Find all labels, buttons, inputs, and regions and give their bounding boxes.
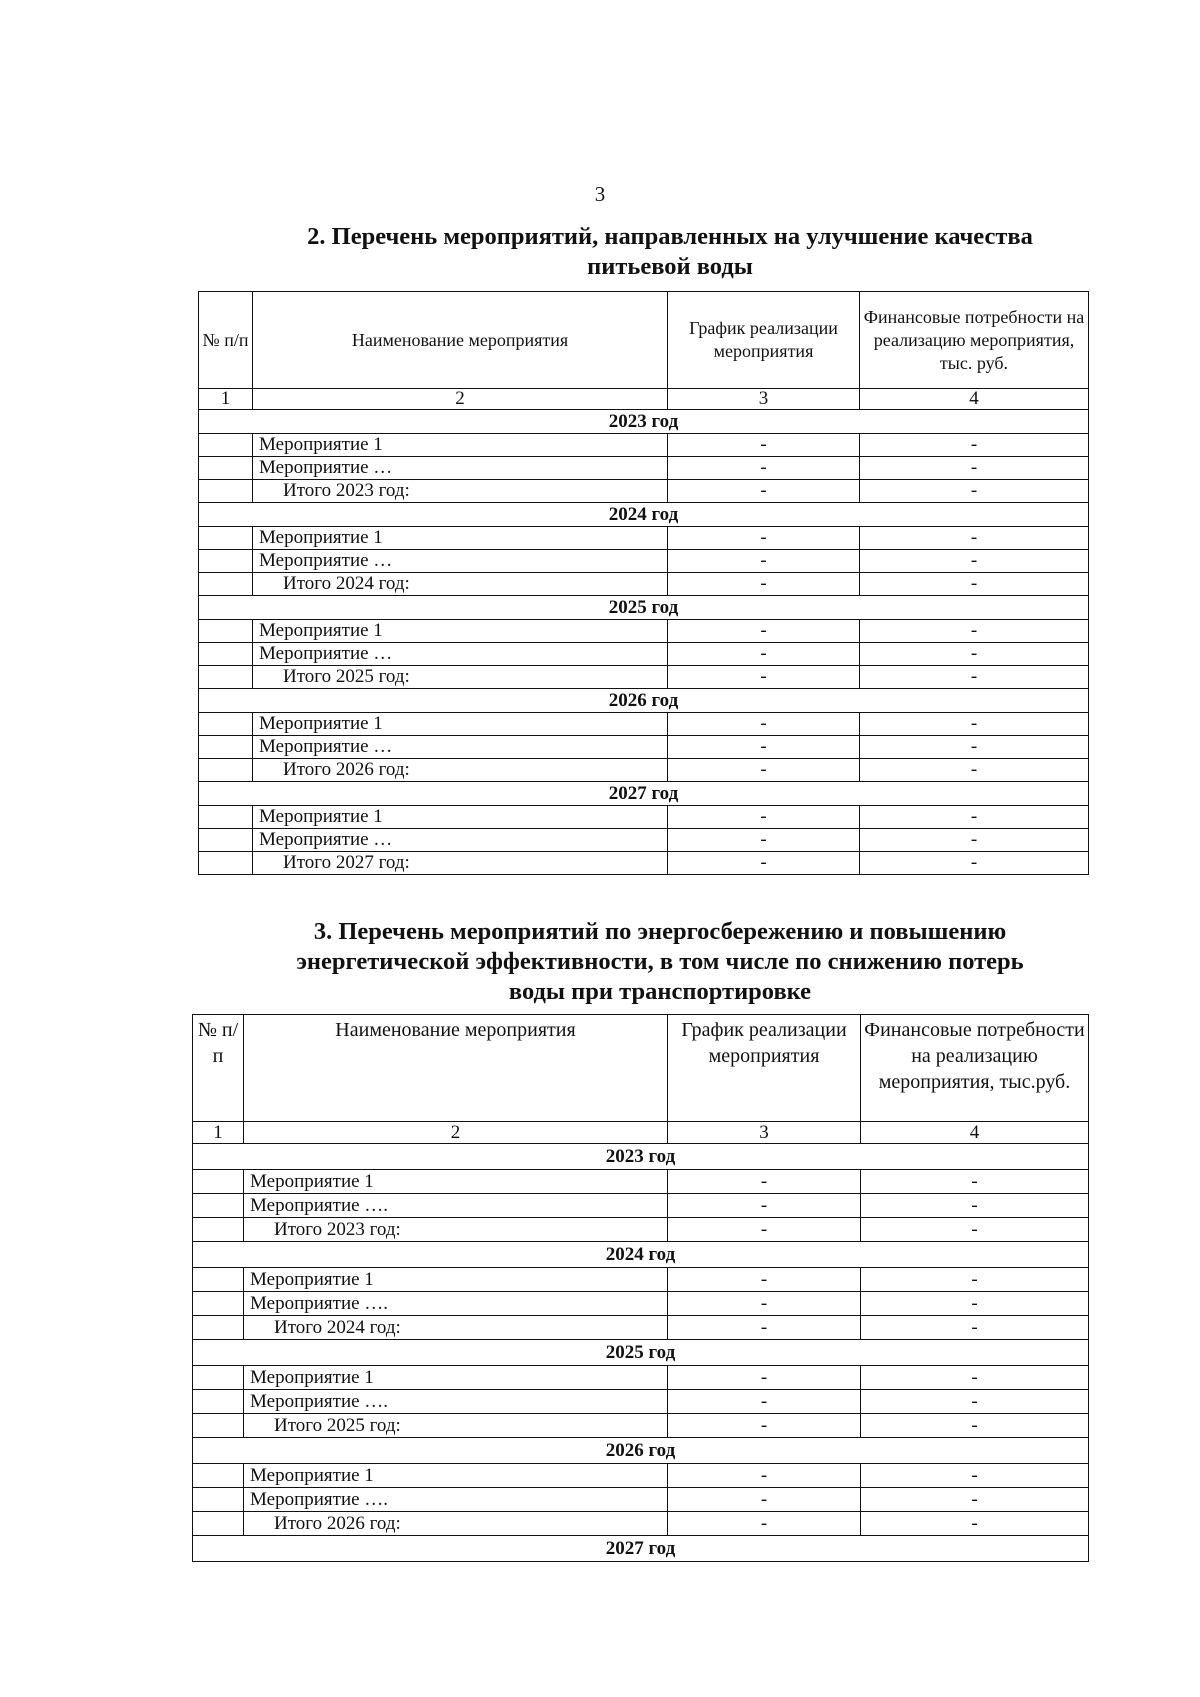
finance-value: - bbox=[860, 852, 1089, 875]
schedule-value: - bbox=[668, 620, 860, 643]
column-number-row bbox=[199, 389, 1089, 410]
total-row bbox=[193, 1316, 1089, 1340]
total-row bbox=[199, 759, 1089, 782]
finance-value: - bbox=[860, 806, 1089, 829]
row-number-cell bbox=[193, 1170, 244, 1194]
measure-name: Мероприятие … bbox=[253, 736, 668, 759]
measure-name: Мероприятие 1 bbox=[253, 620, 668, 643]
section-2-title-line2: питьевой воды bbox=[587, 253, 753, 280]
row-number-cell bbox=[199, 527, 253, 550]
column-number: 3 bbox=[668, 389, 860, 410]
measure-name: Мероприятие 1 bbox=[253, 527, 668, 550]
total-row bbox=[193, 1218, 1089, 1242]
measure-row bbox=[199, 434, 1089, 457]
schedule-value: - bbox=[668, 550, 860, 573]
measure-name: Мероприятие …. bbox=[244, 1390, 668, 1414]
year-row bbox=[193, 1536, 1089, 1562]
schedule-value: - bbox=[668, 643, 860, 666]
schedule-value: - bbox=[668, 1170, 861, 1194]
schedule-value: - bbox=[668, 852, 860, 875]
finance-value: - bbox=[861, 1488, 1089, 1512]
year-row bbox=[199, 503, 1089, 527]
finance-value: - bbox=[860, 736, 1089, 759]
row-number-cell bbox=[199, 736, 253, 759]
row-number-cell bbox=[199, 643, 253, 666]
measure-row bbox=[199, 829, 1089, 852]
column-number-row bbox=[193, 1122, 1089, 1144]
year-label: 2026 год bbox=[193, 1438, 1089, 1464]
year-label: 2024 год bbox=[199, 503, 1089, 527]
header-name: Наименование мероприятия bbox=[244, 1015, 668, 1122]
row-number-cell bbox=[193, 1488, 244, 1512]
finance-value: - bbox=[860, 434, 1089, 457]
total-label: Итого 2026 год: bbox=[253, 759, 668, 782]
total-label: Итого 2024 год: bbox=[253, 573, 668, 596]
header-finance: Финансовые потребности на реализацию мероприятия, тыс. руб. bbox=[860, 292, 1089, 389]
header-schedule: График реализации мероприятия bbox=[668, 292, 860, 389]
measure-name: Мероприятие … bbox=[253, 829, 668, 852]
header-finance: Финансовые потребности на реализацию мероприятия, тыс.руб. bbox=[861, 1015, 1089, 1122]
finance-value: - bbox=[860, 480, 1089, 503]
column-number: 4 bbox=[861, 1122, 1089, 1144]
finance-value: - bbox=[861, 1194, 1089, 1218]
year-row bbox=[193, 1144, 1089, 1170]
measure-name: Мероприятие … bbox=[253, 550, 668, 573]
total-label: Итого 2023 год: bbox=[253, 480, 668, 503]
measure-name: Мероприятие …. bbox=[244, 1292, 668, 1316]
table-header-row bbox=[199, 292, 1089, 389]
finance-value: - bbox=[860, 457, 1089, 480]
finance-value: - bbox=[861, 1316, 1089, 1340]
measure-row bbox=[193, 1464, 1089, 1488]
finance-value: - bbox=[860, 666, 1089, 689]
total-label: Итого 2025 год: bbox=[253, 666, 668, 689]
column-number: 4 bbox=[860, 389, 1089, 410]
measure-row bbox=[199, 527, 1089, 550]
total-label: Итого 2027 год: bbox=[253, 852, 668, 875]
year-row bbox=[199, 782, 1089, 806]
header-schedule: График реализации мероприятия bbox=[668, 1015, 861, 1122]
row-number-cell bbox=[193, 1464, 244, 1488]
row-number-cell bbox=[193, 1414, 244, 1438]
row-number-cell bbox=[199, 620, 253, 643]
schedule-value: - bbox=[668, 1268, 861, 1292]
schedule-value: - bbox=[668, 1316, 861, 1340]
schedule-value: - bbox=[668, 1194, 861, 1218]
total-row bbox=[199, 666, 1089, 689]
measure-row bbox=[193, 1170, 1089, 1194]
measure-row bbox=[199, 620, 1089, 643]
measure-name: Мероприятие 1 bbox=[253, 434, 668, 457]
row-number-cell bbox=[199, 666, 253, 689]
schedule-value: - bbox=[668, 1292, 861, 1316]
header-num: № п/п bbox=[193, 1015, 244, 1122]
row-number-cell bbox=[199, 713, 253, 736]
measure-name: Мероприятие 1 bbox=[244, 1464, 668, 1488]
schedule-value: - bbox=[668, 1512, 861, 1536]
finance-value: - bbox=[861, 1390, 1089, 1414]
finance-value: - bbox=[860, 643, 1089, 666]
schedule-value: - bbox=[668, 806, 860, 829]
schedule-value: - bbox=[668, 480, 860, 503]
column-number: 3 bbox=[668, 1122, 861, 1144]
measure-row bbox=[193, 1488, 1089, 1512]
section-2-table bbox=[198, 291, 1089, 875]
schedule-value: - bbox=[668, 573, 860, 596]
row-number-cell bbox=[193, 1316, 244, 1340]
row-number-cell bbox=[199, 573, 253, 596]
measure-row bbox=[199, 806, 1089, 829]
total-row bbox=[199, 480, 1089, 503]
table-header-row bbox=[193, 1015, 1089, 1122]
row-number-cell bbox=[193, 1194, 244, 1218]
column-number: 1 bbox=[193, 1122, 244, 1144]
measure-row bbox=[193, 1292, 1089, 1316]
measure-name: Мероприятие 1 bbox=[244, 1268, 668, 1292]
finance-value: - bbox=[860, 759, 1089, 782]
finance-value: - bbox=[861, 1512, 1089, 1536]
row-number-cell bbox=[199, 434, 253, 457]
row-number-cell bbox=[199, 829, 253, 852]
measure-name: Мероприятие 1 bbox=[244, 1366, 668, 1390]
section-2-title bbox=[250, 222, 1090, 282]
measure-name: Мероприятие 1 bbox=[253, 806, 668, 829]
year-row bbox=[193, 1340, 1089, 1366]
total-row bbox=[193, 1414, 1089, 1438]
year-row bbox=[193, 1438, 1089, 1464]
row-number-cell bbox=[199, 759, 253, 782]
schedule-value: - bbox=[668, 434, 860, 457]
measure-name: Мероприятие 1 bbox=[253, 713, 668, 736]
schedule-value: - bbox=[668, 1366, 861, 1390]
total-row bbox=[193, 1512, 1089, 1536]
year-label: 2025 год bbox=[199, 596, 1089, 620]
row-number-cell bbox=[199, 480, 253, 503]
section-3-title-line3: воды при транспортировке bbox=[508, 978, 812, 1005]
measure-row bbox=[193, 1268, 1089, 1292]
measure-name: Мероприятие … bbox=[253, 457, 668, 480]
total-label: Итого 2026 год: bbox=[244, 1512, 668, 1536]
year-label: 2027 год bbox=[193, 1536, 1089, 1562]
finance-value: - bbox=[861, 1292, 1089, 1316]
header-num: № п/п bbox=[199, 292, 253, 389]
header-name: Наименование мероприятия bbox=[253, 292, 668, 389]
schedule-value: - bbox=[668, 736, 860, 759]
measure-row bbox=[199, 457, 1089, 480]
finance-value: - bbox=[860, 620, 1089, 643]
section-3-title-line1: 3. Перечень мероприятий по энергосбережению и повышению bbox=[313, 918, 1007, 945]
row-number-cell bbox=[199, 852, 253, 875]
schedule-value: - bbox=[668, 1218, 861, 1242]
measure-row bbox=[193, 1390, 1089, 1414]
measure-name: Мероприятие 1 bbox=[244, 1170, 668, 1194]
column-number: 2 bbox=[253, 389, 668, 410]
finance-value: - bbox=[860, 527, 1089, 550]
row-number-cell bbox=[193, 1218, 244, 1242]
year-row bbox=[193, 1242, 1089, 1268]
section-2-title-line1: 2. Перечень мероприятий, направленных на улучшение качества bbox=[307, 223, 1033, 250]
page-number: 3 bbox=[594, 182, 606, 206]
year-row bbox=[199, 596, 1089, 620]
year-label: 2024 год bbox=[193, 1242, 1089, 1268]
finance-value: - bbox=[860, 550, 1089, 573]
section-3-table bbox=[192, 1014, 1089, 1562]
finance-value: - bbox=[860, 829, 1089, 852]
finance-value: - bbox=[860, 713, 1089, 736]
column-number: 2 bbox=[244, 1122, 668, 1144]
schedule-value: - bbox=[668, 759, 860, 782]
row-number-cell bbox=[199, 806, 253, 829]
measure-row bbox=[193, 1194, 1089, 1218]
schedule-value: - bbox=[668, 527, 860, 550]
schedule-value: - bbox=[668, 457, 860, 480]
year-row bbox=[199, 410, 1089, 434]
year-label: 2023 год bbox=[199, 410, 1089, 434]
row-number-cell bbox=[193, 1366, 244, 1390]
year-label: 2025 год bbox=[193, 1340, 1089, 1366]
section-3-title-line2: энергетической эффективности, в том числе по снижению потерь bbox=[296, 948, 1024, 975]
row-number-cell bbox=[193, 1390, 244, 1414]
finance-value: - bbox=[861, 1170, 1089, 1194]
row-number-cell bbox=[199, 457, 253, 480]
total-label: Итого 2024 год: bbox=[244, 1316, 668, 1340]
schedule-value: - bbox=[668, 1488, 861, 1512]
finance-value: - bbox=[861, 1218, 1089, 1242]
measure-row bbox=[199, 713, 1089, 736]
row-number-cell bbox=[193, 1268, 244, 1292]
measure-row bbox=[199, 550, 1089, 573]
measure-name: Мероприятие …. bbox=[244, 1488, 668, 1512]
measure-row bbox=[199, 736, 1089, 759]
schedule-value: - bbox=[668, 1414, 861, 1438]
schedule-value: - bbox=[668, 666, 860, 689]
year-row bbox=[199, 689, 1089, 713]
measure-name: Мероприятие …. bbox=[244, 1194, 668, 1218]
year-label: 2027 год bbox=[199, 782, 1089, 806]
finance-value: - bbox=[861, 1366, 1089, 1390]
finance-value: - bbox=[860, 573, 1089, 596]
finance-value: - bbox=[861, 1268, 1089, 1292]
schedule-value: - bbox=[668, 829, 860, 852]
year-label: 2023 год bbox=[193, 1144, 1089, 1170]
measure-row bbox=[199, 643, 1089, 666]
finance-value: - bbox=[861, 1464, 1089, 1488]
section-3-title bbox=[250, 917, 1070, 1007]
row-number-cell bbox=[193, 1512, 244, 1536]
row-number-cell bbox=[199, 550, 253, 573]
total-label: Итого 2025 год: bbox=[244, 1414, 668, 1438]
row-number-cell bbox=[193, 1292, 244, 1316]
schedule-value: - bbox=[668, 1390, 861, 1414]
year-label: 2026 год bbox=[199, 689, 1089, 713]
column-number: 1 bbox=[199, 389, 253, 410]
total-row bbox=[199, 573, 1089, 596]
schedule-value: - bbox=[668, 1464, 861, 1488]
measure-name: Мероприятие … bbox=[253, 643, 668, 666]
total-row bbox=[199, 852, 1089, 875]
total-label: Итого 2023 год: bbox=[244, 1218, 668, 1242]
measure-row bbox=[193, 1366, 1089, 1390]
finance-value: - bbox=[861, 1414, 1089, 1438]
schedule-value: - bbox=[668, 713, 860, 736]
